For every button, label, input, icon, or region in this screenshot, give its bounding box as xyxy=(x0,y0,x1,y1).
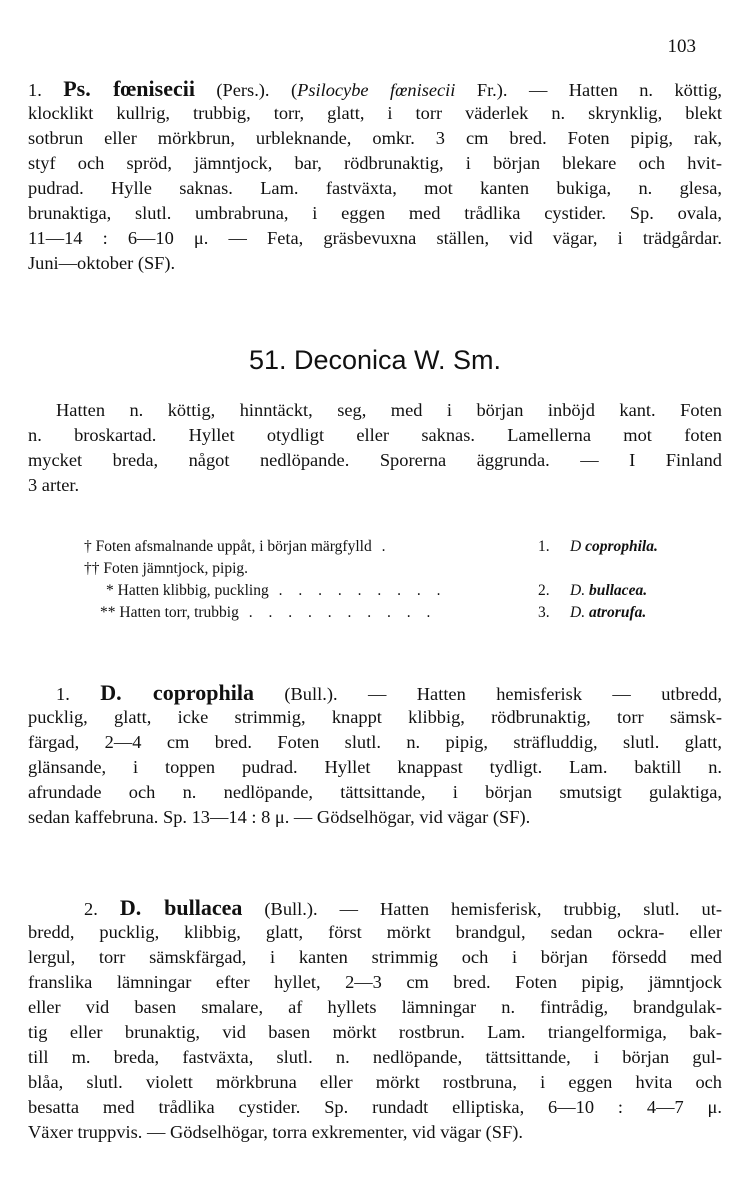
genus-description xyxy=(28,398,722,498)
text-line: sotbrun eller mörkbrun, urbleknande, omkr. 3 cm bred. Foten pipig, rak, xyxy=(28,128,722,148)
key-text: * Hatten klibbig, puckling . . . . . . . . . xyxy=(106,582,447,599)
entry-d-coprophila xyxy=(28,680,722,830)
description-text: Fr.). — Hatten n. köttig, xyxy=(455,80,722,100)
entry-number: 1. xyxy=(28,80,64,100)
text-line: klocklikt kullrig, trubbig, torr, glatt, i torr väderlek n. skrynklig, blekt xyxy=(28,103,722,123)
species-name: D. bullacea xyxy=(119,895,243,920)
key-row xyxy=(84,582,724,604)
text-line: afrundade och n. nedlöpande, tättsittande, i början smutsigt gulaktiga, xyxy=(28,782,722,802)
text-line: blåa, slutl. violett mörkbruna eller mörkt rostbruna, i eggen hvita och xyxy=(28,1072,722,1092)
text-line: Hatten n. köttig, hinntäckt, seg, med i början inböjd kant. Foten xyxy=(56,400,722,420)
text-line: till m. breda, fastväxta, slutl. n. nedlöpande, tättsittande, i början gul- xyxy=(28,1047,722,1067)
key-species: D coprophila. xyxy=(570,538,658,555)
text-line: 11—14 : 6—10 μ. — Feta, gräsbevuxna ställen, vid vägar, i trädgårdar. xyxy=(28,228,722,248)
key-text: † Foten afsmalnande uppåt, i början märgfylld . xyxy=(84,538,392,555)
key-row xyxy=(84,538,724,560)
text-line xyxy=(28,76,722,101)
entry-ps-foenisecii xyxy=(28,76,722,276)
text-line: eller vid basen smalare, af hyllets lämningar n. fintrådig, brandgulak- xyxy=(28,997,722,1017)
key-species: D. atrorufa. xyxy=(570,604,647,621)
description-text: (Bull.). — Hatten hemisferisk — utbredd, xyxy=(254,684,722,704)
description-text: (Bull.). — Hatten hemisferisk, trubbig, slutl. ut- xyxy=(242,899,722,919)
synonym: Psilocybe fœnisecii xyxy=(297,80,456,100)
key-number: 1. xyxy=(538,538,550,555)
genus-heading: 51. Deconica W. Sm. xyxy=(248,345,502,375)
text-line: Växer truppvis. — Gödselhögar, torra exkrementer, vid vägar (SF). xyxy=(28,1122,523,1142)
entry-d-bullacea xyxy=(28,895,722,1145)
text-line xyxy=(28,680,722,705)
identification-key xyxy=(84,538,724,626)
text-line: Juni—oktober (SF). xyxy=(28,253,176,273)
page-number: 103 xyxy=(667,36,696,57)
key-text: ** Hatten torr, trubbig . . . . . . . . . . xyxy=(100,604,437,621)
entry-number: 1. xyxy=(56,684,101,704)
text-line: n. broskartad. Hyllet otydligt eller saknas. Lamellerna mot foten xyxy=(28,425,722,445)
author-text: (Pers.). ( xyxy=(194,80,298,100)
text-line: brunaktiga, slutl. umbrabruna, i eggen med trådlika cystider. Sp. ovala, xyxy=(28,203,722,223)
key-text: †† Foten jämntjock, pipig. xyxy=(84,560,249,577)
text-line: bredd, pucklig, klibbig, glatt, först mörkt brandgul, sedan ockra- eller xyxy=(28,922,722,942)
text-line: mycket breda, något nedlöpande. Sporerna äggrunda. — I Finland xyxy=(28,450,722,470)
text-line: styf och spröd, jämntjock, bar, rödbrunaktig, i början blekare och hvit- xyxy=(28,153,722,173)
text-line: tig eller brunaktig, vid basen mörkt rostbrun. Lam. triangelformiga, bak- xyxy=(28,1022,722,1042)
entry-number: 2. xyxy=(84,899,120,919)
text-line: besatta med trådlika cystider. Sp. rundadt elliptiska, 6—10 : 4—7 μ. xyxy=(28,1097,722,1117)
text-line: pucklig, glatt, icke strimmig, knappt klibbig, rödbrunaktig, torr sämsk- xyxy=(28,707,722,727)
key-number: 2. xyxy=(538,582,550,599)
key-number: 3. xyxy=(538,604,550,621)
key-row xyxy=(84,604,724,626)
text-line: färgad, 2—4 cm bred. Foten slutl. n. pipig, sträfluddig, slutl. glatt, xyxy=(28,732,722,752)
text-line: pudrad. Hylle saknas. Lam. fastväxta, mot kanten bukiga, n. glesa, xyxy=(28,178,722,198)
key-row xyxy=(84,560,724,582)
text-line: sedan kaffebruna. Sp. 13—14 : 8 μ. — Gödselhögar, vid vägar (SF). xyxy=(28,807,531,827)
key-species: D. bullacea. xyxy=(570,582,648,599)
species-name: D. coprophila xyxy=(100,680,254,705)
species-name: Ps. fœnisecii xyxy=(63,76,195,101)
text-line: 3 arter. xyxy=(28,475,80,495)
document-page xyxy=(28,0,724,1200)
text-line xyxy=(28,895,722,920)
text-line: lergul, torr sämskfärgad, i kanten strimmig och i början försedd med xyxy=(28,947,722,967)
text-line: glänsande, i toppen pudrad. Hyllet knappast tydligt. Lam. baktill n. xyxy=(28,757,722,777)
text-line: franslika lämningar efter hyllet, 2—3 cm bred. Foten pipig, jämntjock xyxy=(28,972,722,992)
